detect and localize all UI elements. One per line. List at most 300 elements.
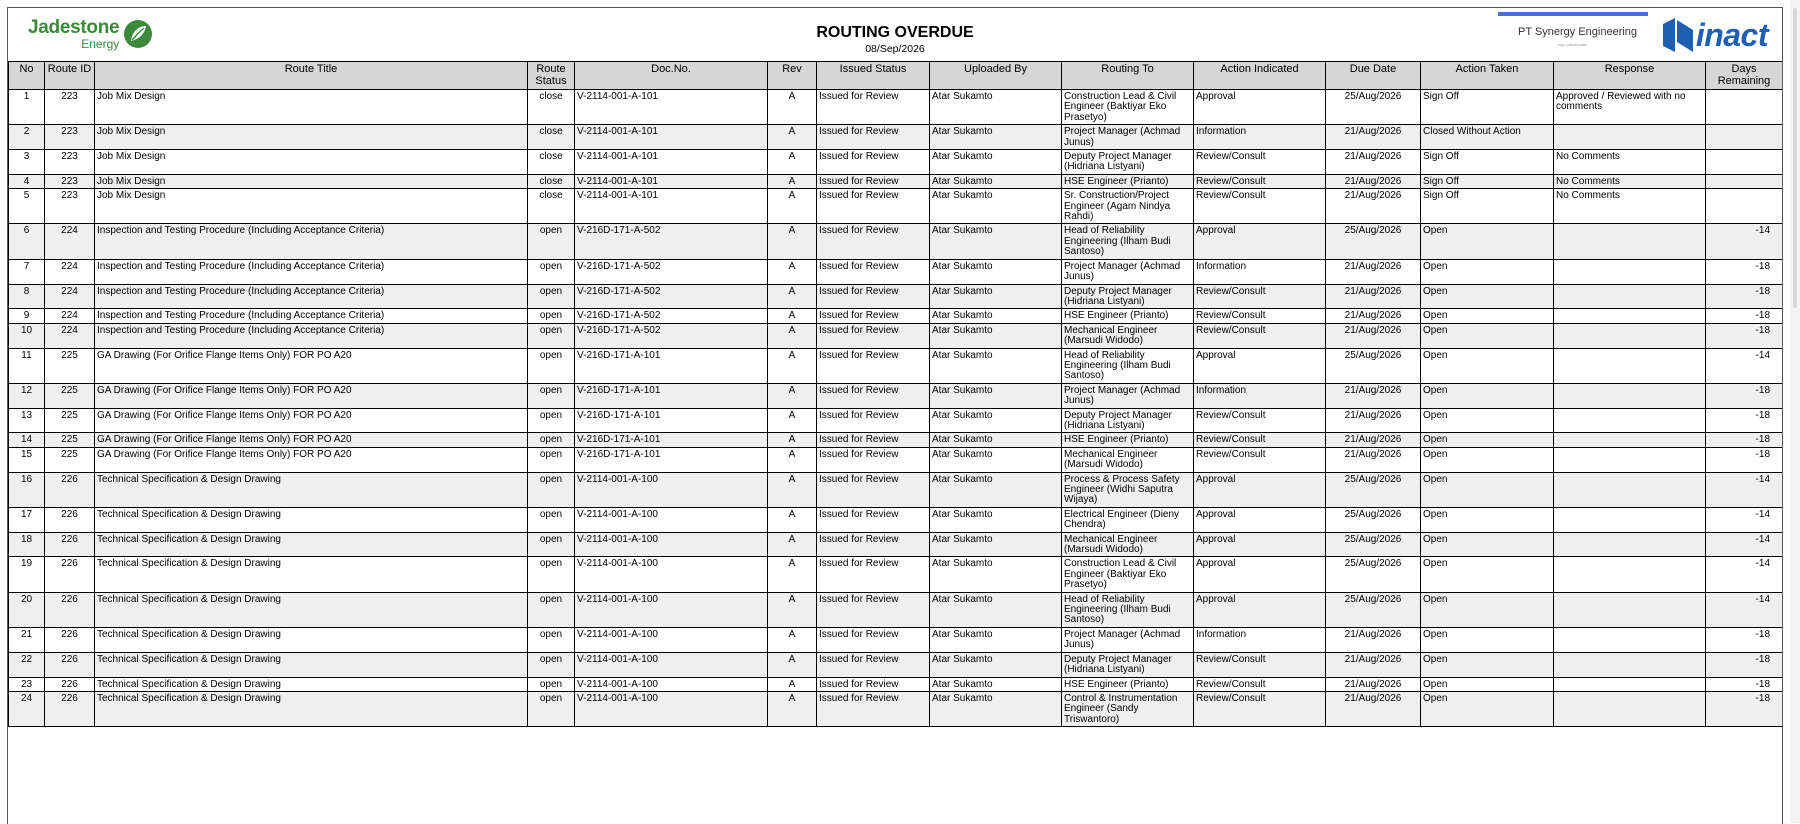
table-cell: V-2114-001-A-100 [575, 652, 768, 677]
table-cell: V-2114-001-A-101 [575, 189, 768, 224]
table-cell: Open [1421, 309, 1554, 323]
table-cell: 22 [9, 652, 45, 677]
table-cell: A [768, 125, 817, 150]
table-cell: Approval [1194, 90, 1326, 125]
table-cell: Technical Specification & Design Drawing [95, 507, 528, 532]
table-cell: Approval [1194, 224, 1326, 259]
table-cell: Issued for Review [817, 691, 930, 726]
table-cell: 223 [45, 90, 95, 125]
table-row [9, 348, 1783, 383]
table-cell: Construction Lead & Civil Engineer (Baktiyar Eko Prasetyo) [1062, 90, 1194, 125]
table-cell: 21/Aug/2026 [1326, 189, 1421, 224]
table-cell: HSE Engineer (Prianto) [1062, 677, 1194, 691]
table-cell: open [528, 472, 575, 507]
table-cell: open [528, 691, 575, 726]
table-cell: Open [1421, 348, 1554, 383]
table-row [9, 323, 1783, 348]
table-cell: A [768, 224, 817, 259]
table-row [9, 309, 1783, 323]
table-row [9, 627, 1783, 652]
table-cell: close [528, 189, 575, 224]
table-cell: Issued for Review [817, 447, 930, 472]
table-cell: V-2114-001-A-100 [575, 592, 768, 627]
table-cell: Open [1421, 627, 1554, 652]
table-row [9, 532, 1783, 557]
column-header: Due Date [1326, 62, 1421, 90]
table-cell [1554, 383, 1706, 408]
table-cell: Issued for Review [817, 592, 930, 627]
table-cell: Open [1421, 323, 1554, 348]
table-cell: V-2114-001-A-100 [575, 557, 768, 592]
table-cell: 8 [9, 284, 45, 309]
company-left-name: Jadestone [28, 17, 120, 38]
table-cell [1554, 592, 1706, 627]
table-cell: 13 [9, 408, 45, 433]
table-cell: Issued for Review [817, 284, 930, 309]
table-cell [1554, 259, 1706, 284]
table-cell: A [768, 408, 817, 433]
table-cell: Atar Sukamto [930, 507, 1062, 532]
table-cell: 225 [45, 383, 95, 408]
table-cell: 25/Aug/2026 [1326, 592, 1421, 627]
table-cell [1554, 677, 1706, 691]
table-cell: 224 [45, 224, 95, 259]
table-cell [1554, 348, 1706, 383]
table-cell: -14 [1706, 507, 1783, 532]
table-row [9, 383, 1783, 408]
table-cell: Open [1421, 557, 1554, 592]
table-cell: Open [1421, 472, 1554, 507]
column-header: Response [1554, 62, 1706, 90]
table-cell: Sign Off [1421, 90, 1554, 125]
table-cell: 7 [9, 259, 45, 284]
table-cell: Job Mix Design [95, 90, 528, 125]
report-title: ROUTING OVERDUE [816, 24, 974, 41]
table-cell: V-216D-171-A-101 [575, 433, 768, 447]
table-row [9, 125, 1783, 150]
table-cell: Atar Sukamto [930, 652, 1062, 677]
table-cell: 226 [45, 592, 95, 627]
table-cell: Atar Sukamto [930, 150, 1062, 175]
table-cell: Technical Specification & Design Drawing [95, 627, 528, 652]
table-cell: Sign Off [1421, 189, 1554, 224]
table-cell: open [528, 652, 575, 677]
table-cell: Mechanical Engineer (Marsudi Widodo) [1062, 323, 1194, 348]
table-cell: A [768, 652, 817, 677]
table-cell [1554, 532, 1706, 557]
table-cell: 25/Aug/2026 [1326, 224, 1421, 259]
table-cell: Review/Consult [1194, 174, 1326, 188]
table-cell: -18 [1706, 309, 1783, 323]
table-cell: V-2114-001-A-100 [575, 677, 768, 691]
table-cell: 223 [45, 125, 95, 150]
table-cell: 4 [9, 174, 45, 188]
table-cell: 226 [45, 627, 95, 652]
table-cell: Approval [1194, 348, 1326, 383]
table-cell: V-216D-171-A-502 [575, 259, 768, 284]
table-cell: 21/Aug/2026 [1326, 309, 1421, 323]
table-cell: Atar Sukamto [930, 447, 1062, 472]
table-cell: 223 [45, 150, 95, 175]
table-cell: open [528, 557, 575, 592]
table-cell: V-2114-001-A-100 [575, 472, 768, 507]
table-cell [1554, 433, 1706, 447]
table-cell: V-216D-171-A-101 [575, 447, 768, 472]
table-cell: Job Mix Design [95, 150, 528, 175]
inact-mark-icon [1661, 16, 1695, 54]
table-cell: -18 [1706, 627, 1783, 652]
table-cell: open [528, 627, 575, 652]
table-row [9, 557, 1783, 592]
table-cell: GA Drawing (For Orifice Flange Items Only) FOR PO A20 [95, 433, 528, 447]
table-cell: 21 [9, 627, 45, 652]
table-cell: Open [1421, 652, 1554, 677]
table-cell: A [768, 284, 817, 309]
table-cell: A [768, 557, 817, 592]
table-cell: 226 [45, 677, 95, 691]
table-cell: 25/Aug/2026 [1326, 90, 1421, 125]
table-cell: Atar Sukamto [930, 472, 1062, 507]
table-cell: 6 [9, 224, 45, 259]
table-cell: Inspection and Testing Procedure (Including Acceptance Criteria) [95, 323, 528, 348]
table-cell: 225 [45, 348, 95, 383]
table-cell: Inspection and Testing Procedure (Including Acceptance Criteria) [95, 259, 528, 284]
table-cell: Technical Specification & Design Drawing [95, 532, 528, 557]
table-cell: Review/Consult [1194, 408, 1326, 433]
table-cell: HSE Engineer (Prianto) [1062, 433, 1194, 447]
report-date: 08/Sep/2026 [865, 43, 925, 55]
table-cell: Open [1421, 433, 1554, 447]
table-cell: Issued for Review [817, 224, 930, 259]
table-cell: A [768, 532, 817, 557]
table-cell: 21/Aug/2026 [1326, 174, 1421, 188]
table-cell: Technical Specification & Design Drawing [95, 652, 528, 677]
company-right-sub: logo placeholder [1558, 42, 1588, 47]
table-cell: V-216D-171-A-502 [575, 309, 768, 323]
table-row [9, 150, 1783, 175]
table-row [9, 592, 1783, 627]
table-cell: Project Manager (Achmad Junus) [1062, 627, 1194, 652]
table-cell: open [528, 259, 575, 284]
table-cell: Head of Reliability Engineering (Ilham Budi Santoso) [1062, 224, 1194, 259]
table-cell: V-2114-001-A-100 [575, 532, 768, 557]
table-cell: 226 [45, 472, 95, 507]
table-cell: open [528, 592, 575, 627]
table-cell: Sr. Construction/Project Engineer (Agam Nindya Rahdi) [1062, 189, 1194, 224]
table-cell: Issued for Review [817, 507, 930, 532]
table-cell: Atar Sukamto [930, 677, 1062, 691]
table-cell: open [528, 309, 575, 323]
table-cell: V-216D-171-A-101 [575, 383, 768, 408]
table-cell: Deputy Project Manager (Hidriana Listyani) [1062, 150, 1194, 175]
table-cell: Approval [1194, 532, 1326, 557]
table-header-row [9, 62, 1783, 90]
table-cell: 25/Aug/2026 [1326, 532, 1421, 557]
table-cell: Issued for Review [817, 174, 930, 188]
table-cell: 20 [9, 592, 45, 627]
table-cell: -18 [1706, 691, 1783, 726]
table-cell: 17 [9, 507, 45, 532]
table-cell: Technical Specification & Design Drawing [95, 677, 528, 691]
column-header: Route Status [528, 62, 575, 90]
column-header: No [9, 62, 45, 90]
table-cell: Atar Sukamto [930, 224, 1062, 259]
table-cell: 223 [45, 189, 95, 224]
table-cell: Sign Off [1421, 174, 1554, 188]
column-header: Doc.No. [575, 62, 768, 90]
table-cell: 226 [45, 557, 95, 592]
table-cell: A [768, 323, 817, 348]
table-cell: Issued for Review [817, 532, 930, 557]
table-cell: Atar Sukamto [930, 557, 1062, 592]
table-cell: Atar Sukamto [930, 433, 1062, 447]
table-cell: 25/Aug/2026 [1326, 348, 1421, 383]
table-cell: A [768, 348, 817, 383]
table-cell [1554, 507, 1706, 532]
table-cell: 21/Aug/2026 [1326, 447, 1421, 472]
table-cell: A [768, 677, 817, 691]
table-cell: GA Drawing (For Orifice Flange Items Only) FOR PO A20 [95, 348, 528, 383]
table-cell: 25/Aug/2026 [1326, 557, 1421, 592]
table-cell: 21/Aug/2026 [1326, 691, 1421, 726]
table-cell: 226 [45, 532, 95, 557]
routing-table [8, 61, 1783, 727]
table-cell: A [768, 472, 817, 507]
table-cell: Issued for Review [817, 652, 930, 677]
table-cell: A [768, 259, 817, 284]
table-cell: -18 [1706, 284, 1783, 309]
table-cell: A [768, 383, 817, 408]
table-cell: A [768, 309, 817, 323]
table-cell: 226 [45, 507, 95, 532]
table-cell: Project Manager (Achmad Junus) [1062, 259, 1194, 284]
table-cell [1554, 447, 1706, 472]
table-cell: Closed Without Action [1421, 125, 1554, 150]
table-cell: V-2114-001-A-101 [575, 125, 768, 150]
table-cell: 225 [45, 433, 95, 447]
table-cell: HSE Engineer (Prianto) [1062, 174, 1194, 188]
table-cell: Open [1421, 259, 1554, 284]
table-cell [1554, 691, 1706, 726]
table-cell [1554, 408, 1706, 433]
table-cell: 21/Aug/2026 [1326, 408, 1421, 433]
vertical-scrollbar[interactable] [1790, 0, 1800, 823]
table-row [9, 447, 1783, 472]
table-row [9, 189, 1783, 224]
table-cell: No Comments [1554, 174, 1706, 188]
table-cell: V-216D-171-A-502 [575, 323, 768, 348]
table-cell: GA Drawing (For Orifice Flange Items Only) FOR PO A20 [95, 383, 528, 408]
table-cell: Atar Sukamto [930, 408, 1062, 433]
table-cell: 9 [9, 309, 45, 323]
table-cell: 224 [45, 323, 95, 348]
table-cell: Atar Sukamto [930, 90, 1062, 125]
table-row [9, 652, 1783, 677]
table-cell: 226 [45, 652, 95, 677]
accent-bar [1498, 12, 1648, 16]
table-cell: -18 [1706, 259, 1783, 284]
table-cell: 19 [9, 557, 45, 592]
table-cell: HSE Engineer (Prianto) [1062, 309, 1194, 323]
column-header: Routing To [1062, 62, 1194, 90]
column-header: Action Taken [1421, 62, 1554, 90]
scrollbar-thumb[interactable] [1793, 8, 1797, 308]
table-cell: 1 [9, 90, 45, 125]
table-cell: Approval [1194, 557, 1326, 592]
table-cell: Inspection and Testing Procedure (Including Acceptance Criteria) [95, 309, 528, 323]
table-cell: A [768, 433, 817, 447]
table-cell: Review/Consult [1194, 309, 1326, 323]
table-row [9, 677, 1783, 691]
table-cell: open [528, 408, 575, 433]
table-cell [1706, 150, 1783, 175]
table-cell: V-216D-171-A-101 [575, 348, 768, 383]
table-cell: V-2114-001-A-100 [575, 691, 768, 726]
table-cell: V-2114-001-A-101 [575, 150, 768, 175]
table-cell: Issued for Review [817, 150, 930, 175]
table-cell: Review/Consult [1194, 284, 1326, 309]
table-cell: Review/Consult [1194, 150, 1326, 175]
table-cell: open [528, 224, 575, 259]
table-cell: Inspection and Testing Procedure (Including Acceptance Criteria) [95, 284, 528, 309]
table-cell [1554, 309, 1706, 323]
table-cell: Project Manager (Achmad Junus) [1062, 383, 1194, 408]
table-cell: open [528, 447, 575, 472]
table-cell: open [528, 532, 575, 557]
table-cell: Review/Consult [1194, 652, 1326, 677]
table-row [9, 259, 1783, 284]
table-cell [1554, 125, 1706, 150]
table-cell: Review/Consult [1194, 677, 1326, 691]
table-cell: A [768, 174, 817, 188]
table-cell: Open [1421, 691, 1554, 726]
table-cell: 21/Aug/2026 [1326, 323, 1421, 348]
company-left-sub: Energy [81, 37, 120, 51]
table-cell: Control & Instrumentation Engineer (Sandy Triswantoro) [1062, 691, 1194, 726]
table-cell: Head of Reliability Engineering (Ilham Budi Santoso) [1062, 592, 1194, 627]
right-logos [1498, 11, 1768, 59]
table-cell: 21/Aug/2026 [1326, 677, 1421, 691]
table-cell: Inspection and Testing Procedure (Including Acceptance Criteria) [95, 224, 528, 259]
table-cell: 10 [9, 323, 45, 348]
report-header [8, 8, 1782, 61]
table-cell: Job Mix Design [95, 189, 528, 224]
table-cell: A [768, 592, 817, 627]
company-right-brand: inact [1695, 16, 1768, 53]
table-row [9, 507, 1783, 532]
table-cell: V-2114-001-A-100 [575, 627, 768, 652]
table-cell: A [768, 189, 817, 224]
table-cell: Review/Consult [1194, 189, 1326, 224]
table-cell: 18 [9, 532, 45, 557]
table-cell: -14 [1706, 472, 1783, 507]
inact-logo [1661, 16, 1768, 54]
column-header: Uploaded By [930, 62, 1062, 90]
table-cell [1554, 224, 1706, 259]
table-cell: 225 [45, 408, 95, 433]
table-cell: Atar Sukamto [930, 309, 1062, 323]
table-row [9, 408, 1783, 433]
table-cell: -18 [1706, 383, 1783, 408]
table-cell: Issued for Review [817, 472, 930, 507]
table-cell: 24 [9, 691, 45, 726]
table-cell: Atar Sukamto [930, 691, 1062, 726]
table-cell: V-2114-001-A-100 [575, 507, 768, 532]
table-cell [1554, 627, 1706, 652]
table-cell: Open [1421, 383, 1554, 408]
table-cell: Open [1421, 447, 1554, 472]
table-cell: Atar Sukamto [930, 174, 1062, 188]
column-header: Days Remaining [1706, 62, 1783, 90]
table-cell: Information [1194, 125, 1326, 150]
table-cell: -18 [1706, 433, 1783, 447]
table-cell: -14 [1706, 592, 1783, 627]
table-cell: -14 [1706, 557, 1783, 592]
table-cell [1554, 284, 1706, 309]
table-cell: -14 [1706, 224, 1783, 259]
table-row [9, 224, 1783, 259]
table-cell: A [768, 691, 817, 726]
table-cell: Open [1421, 592, 1554, 627]
table-cell: Mechanical Engineer (Marsudi Widodo) [1062, 532, 1194, 557]
table-cell: A [768, 447, 817, 472]
table-cell: 12 [9, 383, 45, 408]
table-cell: Atar Sukamto [930, 284, 1062, 309]
table-cell: Approval [1194, 592, 1326, 627]
table-cell: 224 [45, 284, 95, 309]
table-cell [1554, 652, 1706, 677]
table-cell: Approved / Reviewed with no comments [1554, 90, 1706, 125]
table-row [9, 433, 1783, 447]
table-cell: Job Mix Design [95, 174, 528, 188]
table-row [9, 284, 1783, 309]
table-row [9, 174, 1783, 188]
column-header: Issued Status [817, 62, 930, 90]
column-header: Action Indicated [1194, 62, 1326, 90]
table-cell: 21/Aug/2026 [1326, 284, 1421, 309]
company-right-name: PT Synergy Engineering [1518, 26, 1638, 38]
table-cell: Issued for Review [817, 90, 930, 125]
table-row [9, 691, 1783, 726]
table-cell: Open [1421, 677, 1554, 691]
table-cell: Issued for Review [817, 627, 930, 652]
table-cell [1706, 125, 1783, 150]
table-cell: 16 [9, 472, 45, 507]
column-header: Route ID [45, 62, 95, 90]
table-cell: Sign Off [1421, 150, 1554, 175]
table-cell: Open [1421, 532, 1554, 557]
table-cell: 224 [45, 259, 95, 284]
table-cell: 25/Aug/2026 [1326, 472, 1421, 507]
table-cell: Open [1421, 224, 1554, 259]
table-cell: 25/Aug/2026 [1326, 507, 1421, 532]
table-cell: V-2114-001-A-101 [575, 90, 768, 125]
table-cell: 2 [9, 125, 45, 150]
table-cell: Approval [1194, 472, 1326, 507]
table-cell: close [528, 90, 575, 125]
table-cell: open [528, 323, 575, 348]
table-cell: No Comments [1554, 150, 1706, 175]
table-cell: close [528, 174, 575, 188]
table-cell: -14 [1706, 532, 1783, 557]
table-cell: A [768, 90, 817, 125]
table-cell [1554, 472, 1706, 507]
table-cell: Issued for Review [817, 259, 930, 284]
table-cell: Project Manager (Achmad Junus) [1062, 125, 1194, 150]
table-cell: -18 [1706, 652, 1783, 677]
table-cell: -14 [1706, 348, 1783, 383]
table-cell: GA Drawing (For Orifice Flange Items Only) FOR PO A20 [95, 408, 528, 433]
